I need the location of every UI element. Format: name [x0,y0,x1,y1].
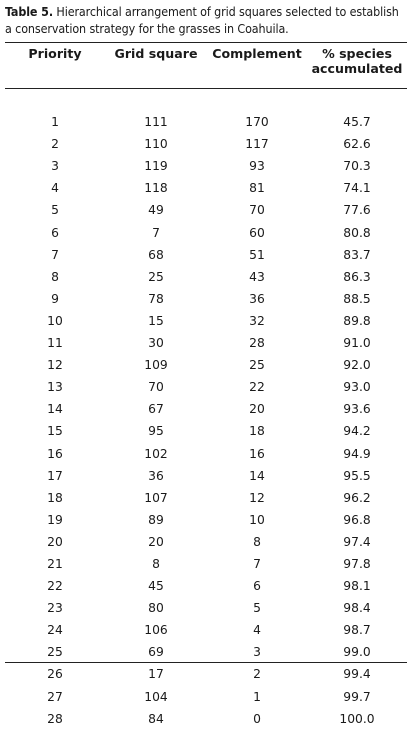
species-accumulated-cell: 70.3 [343,159,371,174]
table-row [5,531,407,553]
complement-cell: 28 [249,336,265,351]
priority-cell: 15 [47,424,63,439]
priority-cell: 23 [47,601,63,616]
table-row [5,663,407,685]
complement-cell: 0 [253,711,261,726]
table-row [5,354,407,376]
complement-cell: 81 [249,181,265,196]
priority-cell: 25 [47,645,63,660]
species-accumulated-cell: 89.8 [343,313,371,328]
complement-cell: 2 [253,667,261,682]
priority-cell: 13 [47,380,63,395]
table-row [5,288,407,310]
table-row [5,111,407,133]
table-top-rule [5,42,407,43]
table-row [5,597,407,619]
table-header [5,46,407,89]
complement-cell: 36 [249,291,265,306]
table-body [5,89,407,730]
species-accumulated-cell: 97.8 [343,556,371,571]
priority-cell: 11 [47,336,63,351]
species-accumulated-cell: 96.8 [343,512,371,527]
table-row [5,465,407,487]
grid-square-cell: 80 [148,601,164,616]
priority-cell: 7 [51,247,59,262]
grid-square-cell: 20 [148,534,164,549]
complement-cell: 1 [253,689,261,704]
table-row [5,244,407,266]
species-accumulated-cell: 91.0 [343,336,371,351]
grid-square-cell: 110 [144,137,168,152]
species-accumulated-cell: 94.9 [343,446,371,461]
table-row [5,487,407,509]
priority-cell: 19 [47,512,63,527]
species-accumulated-cell: 45.7 [343,115,371,130]
grid-square-cell: 78 [148,291,164,306]
priority-cell: 21 [47,556,63,571]
complement-cell: 32 [249,313,265,328]
species-accumulated-cell: 83.7 [343,247,371,262]
grid-square-cell: 89 [148,512,164,527]
grid-square-cell: 7 [152,225,160,240]
table-row [5,553,407,575]
grid-square-cell: 95 [148,424,164,439]
table-caption-text: Hierarchical arrangement of grid squares selected to establish a conservation strategy for the grasses in Coahuila. [5,4,399,36]
priority-cell: 28 [47,711,63,726]
header-species-accumulated: % species accumulated [311,46,403,76]
priority-cell: 9 [51,291,59,306]
priority-cell: 14 [47,402,63,417]
complement-cell: 12 [249,490,265,505]
complement-cell: 22 [249,380,265,395]
header-priority: Priority [28,46,82,61]
grid-square-cell: 49 [148,203,164,218]
species-accumulated-cell: 99.7 [343,689,371,704]
table-spacer-cell [5,89,407,111]
table-row [5,199,407,221]
complement-cell: 117 [245,137,269,152]
species-accumulated-cell: 97.4 [343,534,371,549]
species-accumulated-cell: 99.4 [343,667,371,682]
species-table [5,46,407,730]
table-row [5,509,407,531]
species-accumulated-cell: 94.2 [343,424,371,439]
priority-cell: 10 [47,313,63,328]
table-caption [5,3,407,37]
priority-cell: 18 [47,490,63,505]
complement-cell: 43 [249,269,265,284]
table-row [5,376,407,398]
table-caption-label: Table 5. [5,4,53,19]
table-row [5,708,407,730]
table-row [5,310,407,332]
complement-cell: 70 [249,203,265,218]
grid-square-cell: 107 [144,490,168,505]
grid-square-cell: 70 [148,380,164,395]
priority-cell: 3 [51,159,59,174]
grid-square-cell: 68 [148,247,164,262]
table-row [5,641,407,663]
species-accumulated-cell: 98.4 [343,601,371,616]
species-accumulated-cell: 88.5 [343,291,371,306]
grid-square-cell: 106 [144,623,168,638]
grid-square-cell: 67 [148,402,164,417]
table-row [5,619,407,641]
complement-cell: 6 [253,579,261,594]
header-grid-square: Grid square [114,46,198,61]
priority-cell: 22 [47,579,63,594]
grid-square-cell: 104 [144,689,168,704]
table-row [5,222,407,244]
table-row [5,420,407,442]
priority-cell: 1 [51,115,59,130]
complement-cell: 7 [253,556,261,571]
complement-cell: 20 [249,402,265,417]
complement-cell: 16 [249,446,265,461]
complement-cell: 10 [249,512,265,527]
priority-cell: 2 [51,137,59,152]
species-accumulated-cell: 92.0 [343,358,371,373]
grid-square-cell: 69 [148,645,164,660]
table-row [5,177,407,199]
species-accumulated-cell: 96.2 [343,490,371,505]
priority-cell: 16 [47,446,63,461]
complement-cell: 51 [249,247,265,262]
grid-square-cell: 17 [148,667,164,682]
species-accumulated-cell: 74.1 [343,181,371,196]
table-row [5,443,407,465]
complement-cell: 60 [249,225,265,240]
table-row [5,575,407,597]
table-spacer-row [5,89,407,111]
table-row [5,133,407,155]
complement-cell: 3 [253,645,261,660]
grid-square-cell: 15 [148,313,164,328]
grid-square-cell: 25 [148,269,164,284]
grid-square-cell: 45 [148,579,164,594]
grid-square-cell: 30 [148,336,164,351]
priority-cell: 12 [47,358,63,373]
complement-cell: 18 [249,424,265,439]
grid-square-cell: 102 [144,446,168,461]
species-accumulated-cell: 98.7 [343,623,371,638]
priority-cell: 24 [47,623,63,638]
priority-cell: 27 [47,689,63,704]
grid-square-cell: 119 [144,159,168,174]
grid-square-cell: 84 [148,711,164,726]
priority-cell: 4 [51,181,59,196]
grid-square-cell: 8 [152,556,160,571]
complement-cell: 8 [253,534,261,549]
header-complement: Complement [212,46,302,61]
species-accumulated-cell: 99.0 [343,645,371,660]
complement-cell: 93 [249,159,265,174]
grid-square-cell: 111 [144,115,168,130]
priority-cell: 5 [51,203,59,218]
grid-square-cell: 109 [144,358,168,373]
complement-cell: 4 [253,623,261,638]
species-accumulated-cell: 98.1 [343,579,371,594]
complement-cell: 5 [253,601,261,616]
species-accumulated-cell: 93.0 [343,380,371,395]
complement-cell: 25 [249,358,265,373]
table-row [5,332,407,354]
table-row [5,155,407,177]
species-accumulated-cell: 95.5 [343,468,371,483]
species-accumulated-cell: 62.6 [343,137,371,152]
species-accumulated-cell: 80.8 [343,225,371,240]
priority-cell: 6 [51,225,59,240]
priority-cell: 17 [47,468,63,483]
priority-cell: 8 [51,269,59,284]
table-row [5,686,407,708]
table-row [5,398,407,420]
table-header-row [5,46,407,89]
complement-cell: 170 [245,115,269,130]
species-accumulated-cell: 77.6 [343,203,371,218]
table-row [5,266,407,288]
species-accumulated-cell: 86.3 [343,269,371,284]
species-accumulated-cell: 93.6 [343,402,371,417]
priority-cell: 20 [47,534,63,549]
priority-cell: 26 [47,667,63,682]
complement-cell: 14 [249,468,265,483]
grid-square-cell: 36 [148,468,164,483]
species-accumulated-cell: 100.0 [339,711,375,726]
grid-square-cell: 118 [144,181,168,196]
